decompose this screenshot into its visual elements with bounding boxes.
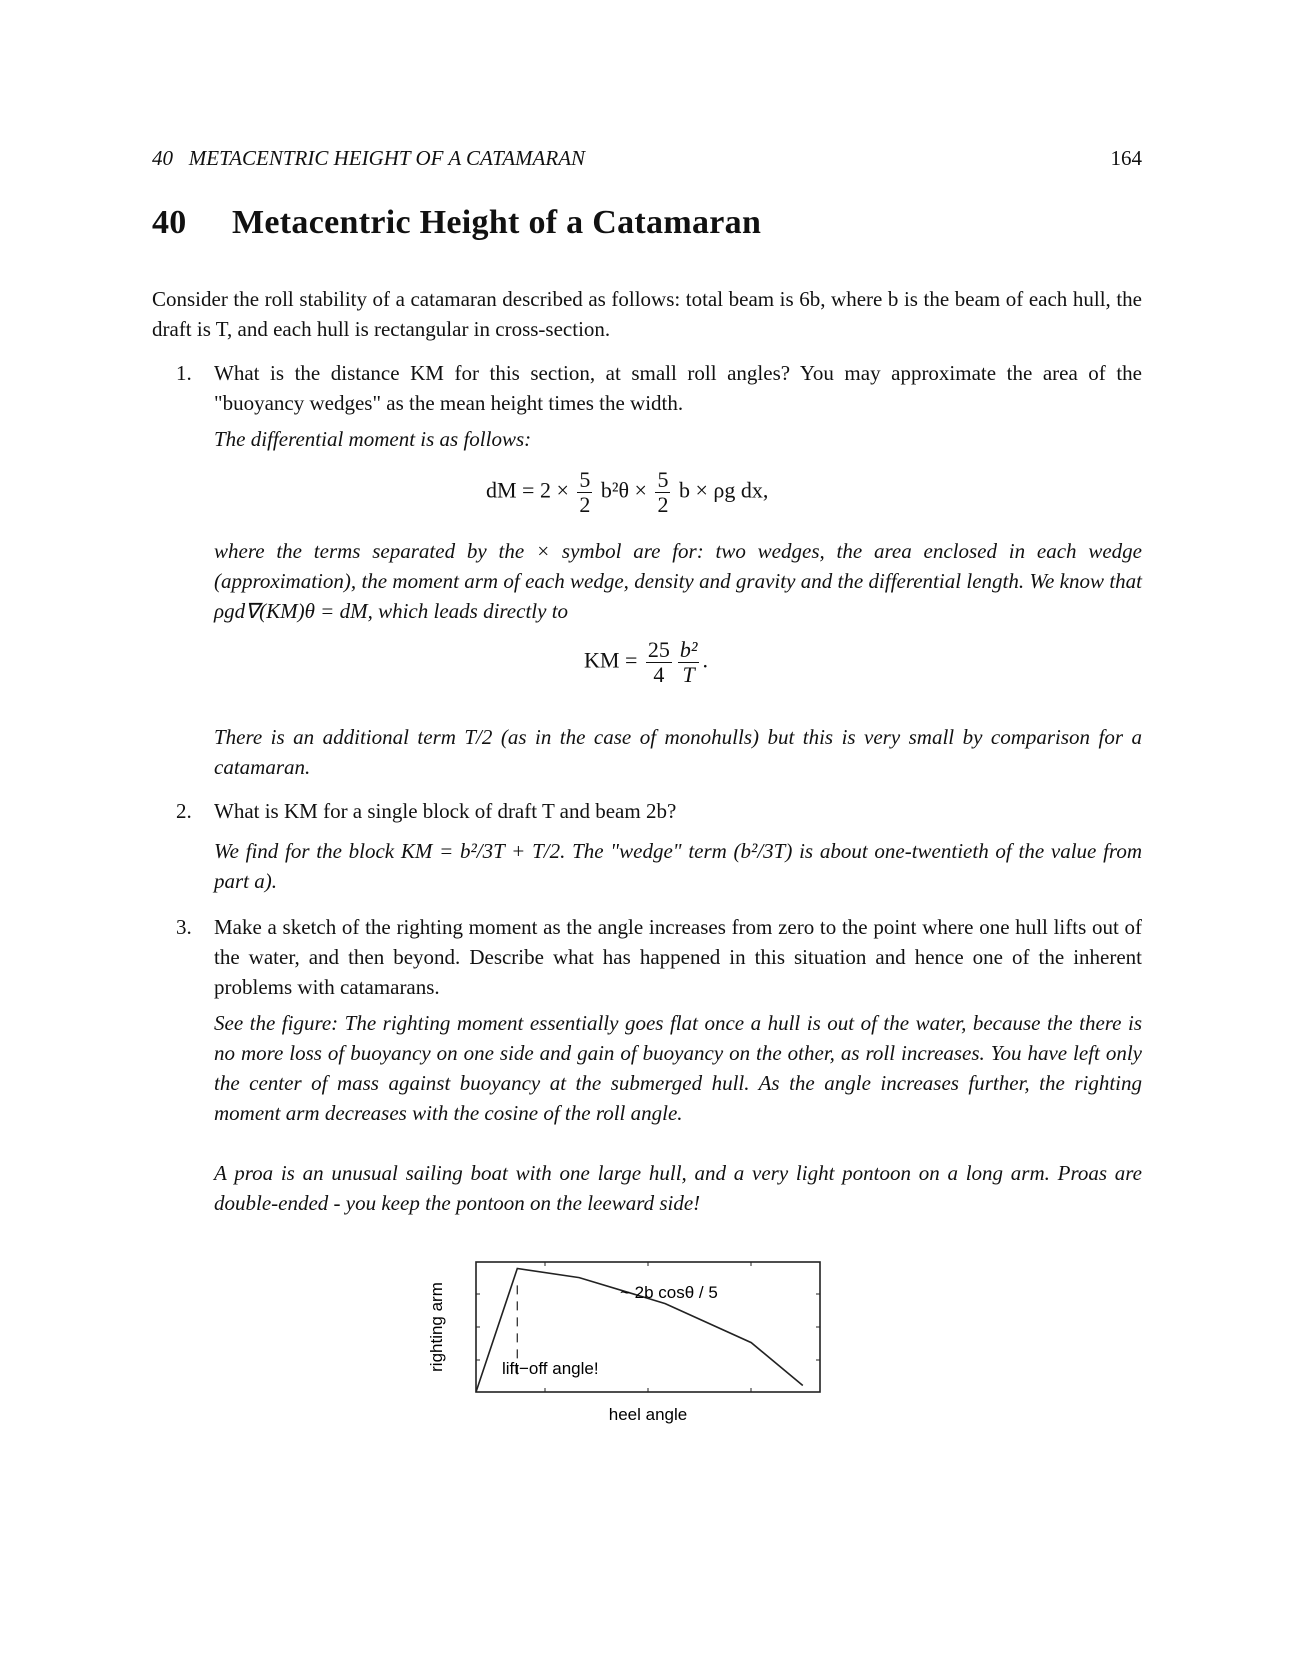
answer-2: We find for the block KM = b²/3T + T/2. The "wedge" term (b²/3T) is about one-twentieth of the value from part a). [214, 839, 1142, 893]
answer-3-proa-text: A proa is an unusual sailing boat with one large hull, and a very light pontoon on a long arm. Proas are double-ended - you keep the pontoon on the leeward side! [214, 1161, 1142, 1215]
eq2-rhs: . [702, 647, 708, 673]
question-3 [176, 912, 1142, 1002]
formula-annotation: ~ 2b cosθ / 5 [620, 1283, 718, 1302]
eq1-frac1: $\frac{5}{2}$ [579, 467, 591, 517]
question-1-number: 1. [176, 361, 192, 385]
question-1-text: What is the distance KM for this section, at small roll angles? You may approximate the area of the "buoyancy wedges" as the mean height times the width. [214, 361, 1142, 415]
eq1-mid: b²θ × [600, 477, 647, 503]
equation-km [584, 638, 708, 687]
answer-1-body: where the terms separated by the × symbol are for: two wedges, the area enclosed in each wedge (approximation), the moment arm of each wedge, density and gravity and the differential length. We know that ρgd∇(KM)θ = dM, which leads directly to [214, 539, 1142, 623]
answer-1-intro: The differential moment is as follows: [214, 427, 532, 451]
question-2-text: What is KM for a single block of draft T and beam 2b? [214, 799, 677, 823]
section-number: 40 [152, 204, 187, 241]
running-header [152, 146, 1142, 171]
answer-1-note: There is an additional term T/2 (as in the case of monohulls) but this is very small by comparison for a catamaran. [214, 725, 1142, 779]
liftoff-annotation: lift−off angle! [502, 1359, 599, 1378]
page-number: 164 [1110, 146, 1142, 170]
y-axis-label: righting arm [427, 1282, 446, 1372]
section-title-text: Metacentric Height of a Catamaran [232, 204, 762, 241]
answer-3-figure-text: See the figure: The righting moment essentially goes flat once a hull is out of the water, because the there is no more loss of buoyancy on one side and gain of buoyancy on the other, as roll increases. You have left only the center of mass against buoyancy at the submerged hull. As the angle increases further, the righting moment arm decreases with the cosine of the roll angle. [214, 1011, 1142, 1125]
question-3-text: Make a sketch of the righting moment as the angle increases from zero to the point where one hull lifts out of the water, and then beyond. Describe what has happened in this situation and hence one of the inherent problems with catamarans. [214, 915, 1142, 999]
running-title: 40 METACENTRIC HEIGHT OF A CATAMARAN [152, 146, 586, 170]
eq2-frac2: $\frac{\text{b²}}{T}$ [679, 637, 698, 687]
intro-paragraph: Consider the roll stability of a catamaran described as follows: total beam is 6b, where b is the beam of each hull, the draft is T, and each hull is rectangular in cross-section. [152, 287, 1142, 341]
question-2 [176, 796, 1142, 826]
x-axis-label: heel angle [608, 1405, 688, 1424]
eq1-lhs: dM = 2 × [486, 477, 569, 503]
question-2-number: 2. [176, 799, 192, 823]
question-3-number: 3. [176, 915, 192, 939]
eq1-rhs: b × ρg dx, [678, 477, 769, 503]
eq2-lhs: KM = [584, 647, 638, 673]
equation-dm [486, 468, 768, 517]
section-title [152, 204, 761, 242]
question-1 [176, 358, 1142, 418]
eq2-frac1: $\frac{25}{4}$ [647, 637, 670, 687]
righting-arm-chart [427, 1250, 850, 1450]
eq1-frac2: $\frac{5}{2}$ [657, 467, 669, 517]
